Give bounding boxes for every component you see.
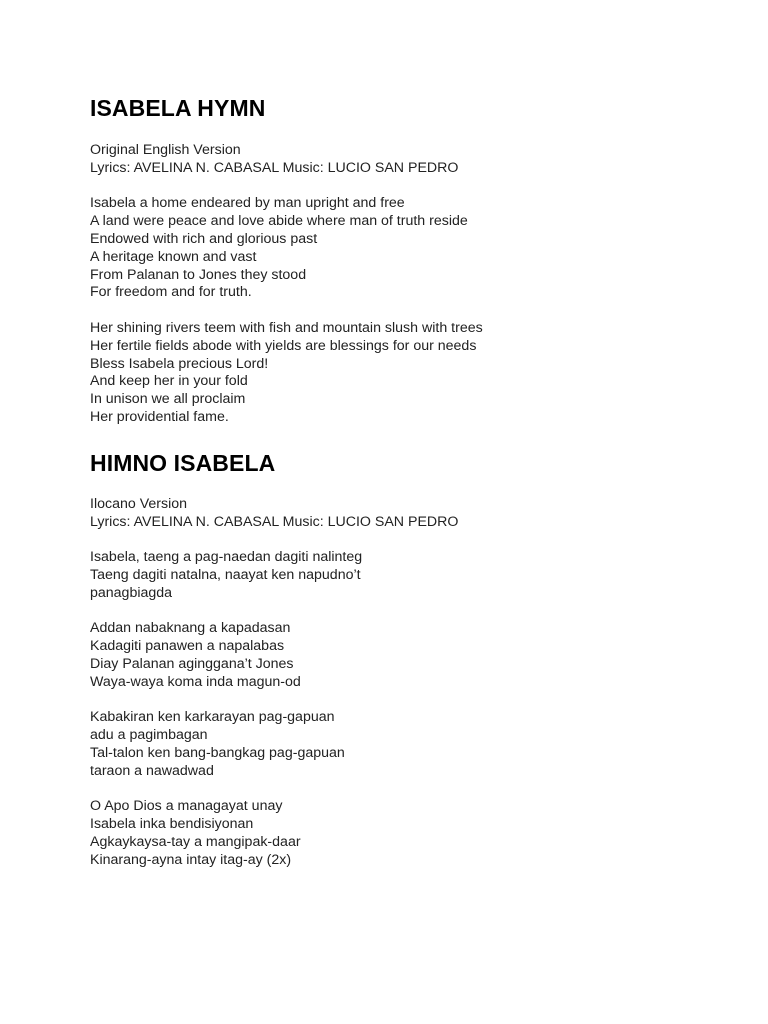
stanza	[90, 620, 730, 691]
credits-line: Lyrics: AVELINA N. CABASAL Music: LUCIO SAN PEDRO	[90, 513, 459, 530]
lyric-line: taraon a nawadwad	[90, 762, 214, 779]
song-meta	[90, 496, 730, 532]
lyric-line: O Apo Dios a managayat unay	[90, 798, 283, 815]
lyric-line: Tal-talon ken bang-bangkag pag-gapuan	[90, 744, 345, 761]
lyric-line: Kadagiti panawen a napalabas	[90, 638, 285, 655]
song-meta	[90, 142, 730, 178]
lyric-line: Kabakiran ken karkarayan pag-gapuan	[90, 709, 335, 726]
lyric-line: For freedom and for truth.	[90, 284, 252, 301]
lyric-line: Taeng dagiti natalna, naayat ken napudno’t	[90, 566, 361, 583]
stanza	[90, 798, 730, 869]
lyric-line: Diay Palanan aginggana’t Jones	[90, 655, 294, 672]
lyric-line: Kinarang-ayna intay itag-ay (2x)	[90, 851, 292, 868]
section-title: ISABELA HYMN	[90, 95, 266, 121]
lyric-line: Her shining rivers teem with fish and mountain slush with trees	[90, 319, 483, 336]
version-label: Ilocano Version	[90, 495, 188, 512]
credits-line: Lyrics: AVELINA N. CABASAL Music: LUCIO SAN PEDRO	[90, 159, 459, 176]
stanza	[90, 320, 730, 427]
lyric-line: Bless Isabela precious Lord!	[90, 355, 269, 372]
lyric-line: adu a pagimbagan	[90, 727, 208, 744]
lyric-line: In unison we all proclaim	[90, 391, 246, 408]
lyric-line: panagbiagda	[90, 584, 173, 601]
lyric-line: Isabela, taeng a pag-naedan dagiti nalinteg	[90, 549, 363, 566]
lyric-line: Addan nabaknang a kapadasan	[90, 620, 291, 637]
stanza	[90, 549, 730, 602]
lyric-line: Agkaykaysa-tay a mangipak-daar	[90, 833, 301, 850]
lyric-line: Isabela inka bendisiyonan	[90, 816, 254, 833]
lyric-line: Endowed with rich and glorious past	[90, 230, 318, 247]
version-label: Original English Version	[90, 142, 241, 158]
document-page	[90, 94, 730, 869]
lyric-line: A heritage known and vast	[90, 248, 257, 265]
lyric-line: Isabela a home endeared by man upright and free	[90, 195, 405, 212]
lyric-line: Waya-waya koma inda magun-od	[90, 673, 301, 690]
section-title: HIMNO ISABELA	[90, 449, 276, 476]
stanza	[90, 195, 730, 302]
stanza	[90, 709, 730, 780]
isabela-hymn-section	[90, 94, 730, 427]
lyric-line: Her providential fame.	[90, 408, 229, 425]
lyric-line: A land were peace and love abide where man of truth reside	[90, 213, 468, 230]
lyric-line: Her fertile fields abode with yields are blessings for our needs	[90, 337, 477, 354]
lyric-line: And keep her in your fold	[90, 373, 248, 390]
lyric-line: From Palanan to Jones they stood	[90, 266, 307, 283]
himno-isabela-section	[90, 449, 730, 870]
